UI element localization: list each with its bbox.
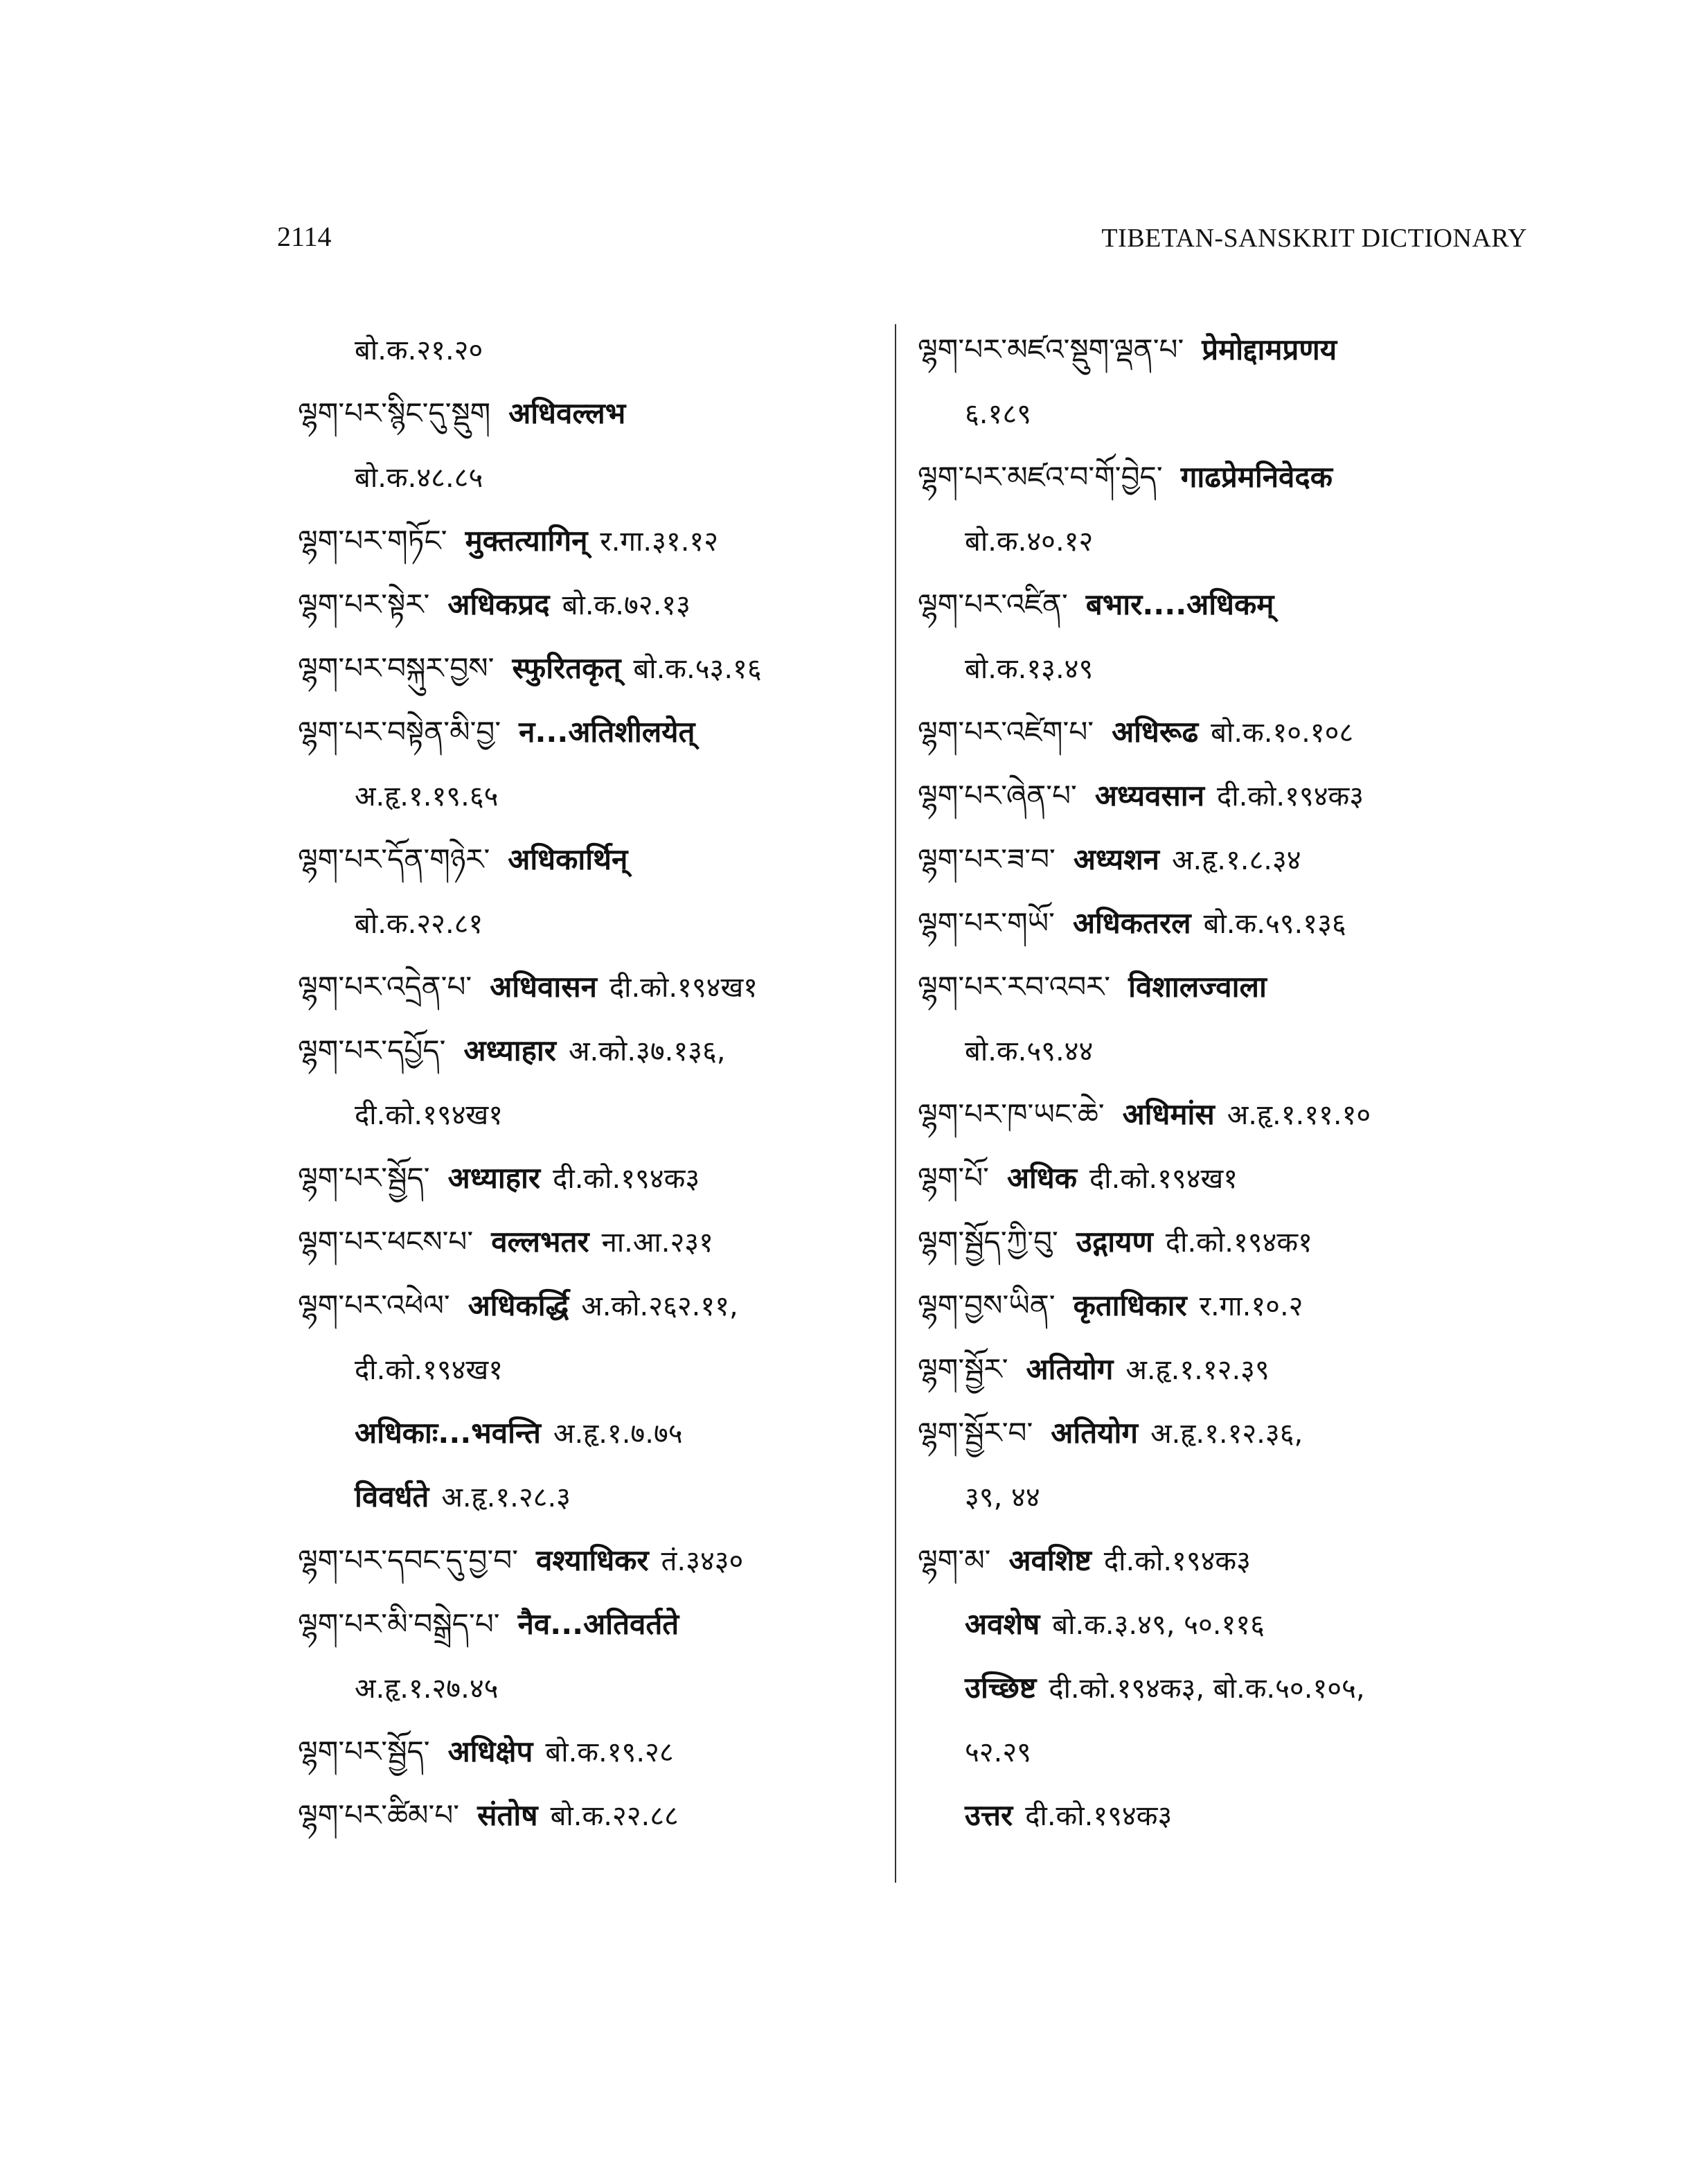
tibetan-headword: ལྷག་བྱས་ཡིན་ — [918, 1288, 1056, 1322]
sanskrit-equivalent: अधिकार्थिन् — [508, 842, 628, 876]
tibetan-headword: ལྷག་པར་ཁ་ཡང་ཆེ་ — [918, 1097, 1105, 1131]
sanskrit-equivalent: अध्याहार — [447, 1161, 541, 1195]
source-reference: बो.क.४८.८५ — [355, 462, 483, 494]
entry-line — [918, 382, 1031, 445]
source-reference: र.गा.१०.२ — [1199, 1290, 1303, 1322]
entry-line — [298, 765, 498, 827]
entry-line — [918, 701, 1353, 763]
entry-line — [918, 828, 1301, 891]
entry-line — [298, 1275, 738, 1337]
source-reference: दी.को.१९४क३ — [1217, 781, 1364, 813]
entry-line — [918, 892, 1346, 955]
source-reference: ६.१८९ — [965, 398, 1031, 430]
tibetan-headword: ལྷག་པར་ཕངས་པ་ — [298, 1225, 474, 1259]
tibetan-headword: ལྷག་པར་མཛའ་སྡུག་ལྡན་པ་ — [918, 332, 1184, 366]
tibetan-headword: ལྷག་པར་ཟ་བ་ — [918, 842, 1056, 876]
entry-line — [298, 701, 707, 763]
source-reference: दी.को.१९४क३ — [1025, 1800, 1173, 1832]
tibetan-headword: ལྷག་པར་སྦྱོད་ — [298, 1734, 430, 1768]
entry-line — [298, 574, 691, 636]
sanskrit-equivalent: अधिवल्लभ — [508, 396, 626, 430]
entry-line — [918, 1593, 1265, 1655]
entry-line — [298, 1147, 700, 1209]
tibetan-headword: ལྷག་པར་མི་བསྒྲེད་པ་ — [298, 1607, 500, 1641]
tibetan-headword: ལྷག་པར་བསྐུར་བྱས་ — [298, 651, 495, 685]
tibetan-headword: ལྷག་མ་ — [918, 1543, 991, 1577]
source-reference: र.गा.३१.१२ — [600, 526, 719, 558]
entry-line — [918, 574, 1286, 636]
source-reference: दी.को.१९४क३ — [1103, 1545, 1251, 1577]
source-reference: ना.आ.२३१ — [601, 1227, 713, 1259]
sanskrit-equivalent: अतियोग — [1051, 1416, 1139, 1450]
source-reference: दी.को.१९४क१ — [1165, 1227, 1312, 1259]
tibetan-headword: ལྷག་སྦྱོར་ — [918, 1352, 1008, 1386]
source-reference: दी.को.१९४ख१ — [1089, 1163, 1238, 1195]
entry-line — [918, 1338, 1270, 1401]
source-reference: दी.को.१९४ख१ — [609, 972, 758, 1004]
source-reference: बो.क.२२.८१ — [355, 908, 483, 940]
entry-line — [298, 1402, 683, 1464]
sanskrit-equivalent: अधिरूढ — [1112, 715, 1199, 749]
running-title: TIBETAN-SANSKRIT DICTIONARY — [1101, 224, 1527, 253]
entry-line — [298, 1593, 691, 1655]
sanskrit-equivalent: अध्यवसान — [1094, 779, 1205, 813]
source-reference: अ.हृ.१.८.३४ — [1171, 844, 1301, 876]
entry-line — [298, 637, 762, 700]
source-reference: अ.हृ.१.७.७५ — [553, 1418, 683, 1450]
entry-line — [298, 510, 718, 572]
source-reference: अ.हृ.१.२८.३ — [441, 1482, 571, 1513]
sanskrit-equivalent: उद्गायण — [1076, 1225, 1153, 1259]
source-reference: बो.क.५३.१६ — [633, 653, 762, 685]
sanskrit-equivalent: उत्तर — [965, 1798, 1013, 1832]
tibetan-headword: ལྷག་པར་ཚིམ་པ་ — [298, 1798, 460, 1832]
source-reference: ३९, ४४ — [965, 1482, 1040, 1513]
source-reference: बो.क.७२.१३ — [562, 589, 691, 621]
tibetan-headword: ལྷག་པར་དཔྱོད་ — [298, 1033, 446, 1067]
entry-line — [298, 1466, 571, 1528]
entry-line — [918, 510, 1093, 572]
sanskrit-equivalent: अधिकाः...भवन्ति — [355, 1416, 541, 1450]
tibetan-headword: ལྷག་པར་འདྲེན་པ་ — [298, 970, 472, 1004]
tibetan-headword: ལྷག་པར་རབ་འབར་ — [918, 970, 1111, 1004]
source-reference: दी.को.१९४ख१ — [355, 1099, 504, 1131]
source-reference: ५२.२९ — [965, 1737, 1031, 1768]
source-reference: अ.हृ.१.१९.६५ — [355, 781, 499, 813]
source-reference: तं.३४३० — [661, 1545, 744, 1577]
sanskrit-equivalent: वश्याधिकर — [536, 1543, 649, 1577]
source-reference: बो.क.५९.१३६ — [1203, 908, 1346, 940]
tibetan-headword: ལྷག་པར་ཞེན་པ་ — [918, 779, 1077, 813]
entry-line — [918, 1466, 1040, 1528]
sanskrit-equivalent: अध्यशन — [1073, 842, 1159, 876]
tibetan-headword: ལྷག་སྦྱོད་ཀྱི་བུ་ — [918, 1225, 1058, 1259]
sanskrit-equivalent: वल्लभतर — [491, 1225, 589, 1259]
sanskrit-equivalent: विवर्धते — [355, 1480, 429, 1513]
source-reference: अ.हृ.१.१२.३६, — [1150, 1418, 1303, 1450]
entry-line — [918, 1529, 1251, 1592]
tibetan-headword: ལྷག་པར་འཕེལ་ — [298, 1288, 450, 1322]
sanskrit-equivalent: न...अतिशीलयेत् — [519, 715, 695, 749]
entry-line — [918, 1083, 1371, 1146]
entry-line — [298, 1721, 674, 1783]
tibetan-headword: ལྷག་པར་གཡོ་ — [918, 906, 1055, 940]
entry-line — [918, 765, 1364, 827]
entry-line — [298, 1657, 498, 1719]
sanskrit-equivalent: अधिकर्द्धि — [467, 1288, 569, 1322]
sanskrit-equivalent: प्रेमोद्दामप्रणय — [1202, 332, 1337, 366]
source-reference: अ.को.३७.१३६, — [568, 1036, 726, 1067]
tibetan-headword: ལྷག་པར་སྦྱོད་ — [298, 1161, 430, 1195]
entry-line — [298, 1338, 503, 1401]
tibetan-headword: ལྷག་པོ་ — [918, 1161, 989, 1195]
entry-line — [918, 1211, 1312, 1273]
source-reference: बो.क.५९.४४ — [965, 1036, 1094, 1067]
entry-line — [298, 1083, 503, 1146]
sanskrit-equivalent: मुक्तत्यागिन् — [465, 524, 588, 558]
column-divider — [895, 324, 896, 1883]
source-reference: बो.क.२२.८८ — [550, 1800, 679, 1832]
sanskrit-equivalent: अध्याहार — [463, 1033, 556, 1067]
entry-line — [918, 1275, 1303, 1337]
sanskrit-equivalent: नैव...अतिवर्तते — [517, 1607, 679, 1641]
tibetan-headword: ལྷག་པར་འཛེག་པ་ — [918, 715, 1094, 749]
entry-line — [298, 1211, 713, 1273]
entry-line — [298, 1529, 743, 1592]
source-reference: बो.क.१९.२८ — [545, 1737, 674, 1768]
tibetan-headword: ལྷག་པར་གཏོང་ — [298, 524, 447, 558]
sanskrit-equivalent: अतियोग — [1026, 1352, 1114, 1386]
entry-line — [298, 319, 483, 381]
entry-line — [298, 382, 638, 445]
entry-line — [918, 637, 1093, 700]
sanskrit-equivalent: गाढप्रेमनिवेदक — [1180, 460, 1333, 494]
sanskrit-equivalent: अधिक — [1006, 1161, 1078, 1195]
sanskrit-equivalent: संतोष — [477, 1798, 538, 1832]
source-reference: दी.को.१९४क३ — [553, 1163, 700, 1195]
entry-line — [918, 1721, 1031, 1783]
tibetan-headword: ལྷག་པར་དབང་དུ་བྱ་བ་ — [298, 1543, 519, 1577]
sanskrit-equivalent: अवशेष — [965, 1607, 1040, 1641]
source-reference: दी.को.१९४क३, बो.क.५०.१०५, — [1049, 1673, 1365, 1705]
entry-line — [918, 1402, 1303, 1464]
sanskrit-equivalent: कृताधिकार — [1073, 1288, 1187, 1322]
sanskrit-equivalent: अवशिष्ट — [1008, 1543, 1092, 1577]
tibetan-headword: ལྷག་པར་བསྟེན་མི་བྱ་ — [298, 715, 501, 749]
source-reference: दी.को.१९४ख१ — [355, 1354, 504, 1386]
entry-line — [298, 828, 640, 891]
entry-line — [918, 319, 1349, 381]
entry-line — [298, 1020, 725, 1082]
tibetan-headword: ལྷག་པར་དོན་གཉེར་ — [298, 842, 490, 876]
source-reference: बो.क.२१.२० — [355, 335, 483, 366]
entry-line — [918, 956, 1279, 1018]
entry-line — [298, 446, 483, 508]
entry-line — [918, 1020, 1093, 1082]
tibetan-headword: ལྷག་པར་སྙིང་དུ་སྡུག — [298, 396, 491, 430]
source-reference: अ.हृ.१.१२.३९ — [1125, 1354, 1270, 1386]
entry-line — [298, 956, 758, 1018]
entry-line — [298, 1784, 679, 1847]
entry-line — [918, 1784, 1172, 1847]
source-reference: बो.क.१०.१०८ — [1211, 717, 1354, 749]
sanskrit-equivalent: उच्छिष्ट — [965, 1671, 1037, 1705]
sanskrit-equivalent: अधिवासन — [490, 970, 597, 1004]
sanskrit-equivalent: अधिकतरल — [1072, 906, 1191, 940]
entry-line — [918, 1657, 1365, 1719]
tibetan-headword: ལྷག་པར་མཛའ་བ་གོ་བྱེད་ — [918, 460, 1163, 494]
tibetan-headword: ལྷག་སྦྱོར་བ་ — [918, 1416, 1033, 1450]
source-reference: अ.हृ.१.२७.४५ — [355, 1673, 499, 1705]
tibetan-headword: ལྷག་པར་སྟེར་ — [298, 587, 430, 621]
page-number: 2114 — [277, 221, 332, 252]
source-reference: बो.क.४०.१२ — [965, 526, 1094, 558]
source-reference: बो.क.१३.४९ — [965, 653, 1094, 685]
source-reference: अ.को.२६२.११, — [581, 1290, 738, 1322]
sanskrit-equivalent: अधिक्षेप — [447, 1734, 533, 1768]
sanskrit-equivalent: विशालज्वाला — [1128, 970, 1267, 1004]
entry-line — [918, 446, 1345, 508]
sanskrit-equivalent: बभार....अधिकम् — [1085, 587, 1274, 621]
sanskrit-equivalent: अधिकप्रद — [447, 587, 550, 621]
entry-line — [298, 892, 483, 955]
tibetan-headword: ལྷག་པར་འཛིན་ — [918, 587, 1068, 621]
entry-line — [918, 1147, 1238, 1209]
sanskrit-equivalent: अधिमांस — [1122, 1097, 1215, 1131]
source-reference: बो.क.३.४९, ५०.११६ — [1052, 1609, 1265, 1641]
sanskrit-equivalent: स्फुरितकृत् — [512, 651, 621, 685]
source-reference: अ.हृ.१.११.१० — [1227, 1099, 1371, 1131]
